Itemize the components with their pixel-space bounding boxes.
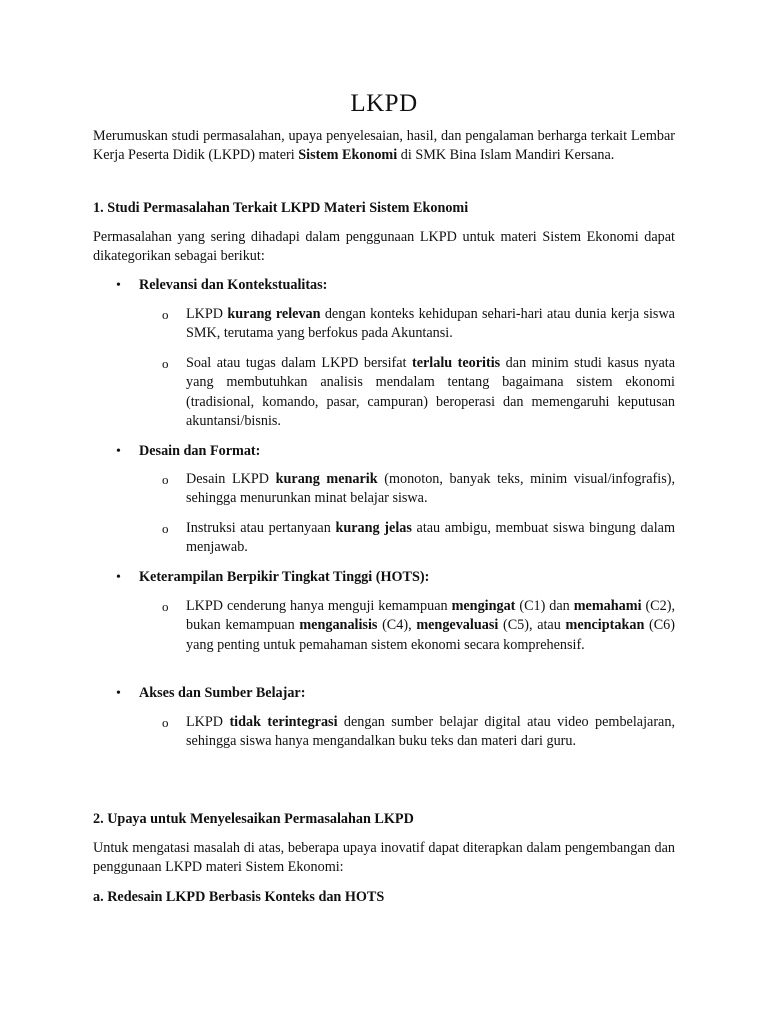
intro-paragraph: [93, 127, 675, 166]
list-item-text: Soal atau tugas dalam LKPD bersifat terlalu teoritis dan minim studi kasus nyata yang membutuhkan analisis mendalam tentang bagaimana sistem ekonomi (tradisional, komando, pasar, campuran) beroperasi dan memengaruhi keputusan akuntansi/bisnis.: [186, 355, 675, 430]
section1-heading: 1. Studi Permasalahan Terkait LKPD Materi Sistem Ekonomi: [93, 200, 469, 216]
intro-text-1: Merumuskan studi permasalahan, upaya penyelesaian, hasil, dan pengalaman berharga terkait Lembar Kerja Peserta Didik (LKPD) materi: [93, 128, 675, 164]
sub-bullet-icon: o: [162, 715, 169, 730]
bullet-label: Desain dan Format:: [139, 443, 261, 459]
list-item-text: LKPD tidak terintegrasi dengan sumber belajar digital atau video pembelajaran, sehingga siswa hanya mengandalkan buku teks dan materi dari guru.: [186, 714, 675, 750]
bullet-label: Relevansi dan Kontekstualitas:: [139, 277, 328, 293]
section1-lead: Permasalahan yang sering dihadapi dalam penggunaan LKPD untuk materi Sistem Ekonomi dapat dikategorikan sebagai berikut:: [93, 229, 675, 265]
list-item: [162, 470, 675, 509]
bullet-label: Akses dan Sumber Belajar:: [139, 685, 306, 701]
bullet-icon: •: [116, 444, 121, 459]
list-item-text: Desain LKPD kurang menarik (monoton, banyak teks, minim visual/infografis), sehingga menurunkan minat belajar siswa.: [186, 471, 675, 507]
sub-bullet-icon: o: [162, 472, 169, 487]
list-item: [162, 713, 675, 752]
list-item: [162, 597, 675, 655]
sub-bullet-icon: o: [162, 307, 169, 322]
section2-subheading: a. Redesain LKPD Berbasis Konteks dan HOTS: [93, 889, 385, 905]
list-item: [162, 519, 675, 558]
intro-bold: Sistem Ekonomi: [298, 147, 398, 164]
bullet-icon: •: [116, 686, 121, 701]
bullet-label: Keterampilan Berpikir Tingkat Tinggi (HOTS):: [139, 569, 430, 585]
intro-text-2: di SMK Bina Islam Mandiri Kersana.: [397, 147, 615, 164]
page-title: LKPD: [350, 90, 418, 117]
list-item-text: Instruksi atau pertanyaan kurang jelas atau ambigu, membuat siswa bingung dalam menjawab.: [186, 520, 676, 556]
bullet-icon: •: [116, 278, 121, 293]
list-item-text: LKPD cenderung hanya menguji kemampuan mengingat (C1) dan memahami (C2), bukan kemampuan menganalisis (C4), mengevaluasi (C5), atau menciptakan (C6) yang penting untuk pemahaman sistem ekonomi secara komprehensif.: [186, 598, 676, 653]
bullet-icon: •: [116, 570, 121, 585]
sub-bullet-icon: o: [162, 521, 169, 536]
list-item: [162, 305, 675, 344]
sub-bullet-icon: o: [162, 599, 169, 614]
sub-bullet-icon: o: [162, 356, 169, 371]
section2-heading: 2. Upaya untuk Menyelesaikan Permasalahan LKPD: [93, 811, 414, 827]
list-item: [162, 354, 675, 432]
section2-lead: Untuk mengatasi masalah di atas, beberapa upaya inovatif dapat diterapkan dalam pengembangan dan penggunaan LKPD materi Sistem Ekonomi:: [93, 840, 675, 876]
list-item-text: LKPD kurang relevan dengan konteks kehidupan sehari-hari atau dunia kerja siswa SMK, terutama yang berfokus pada Akuntansi.: [186, 306, 675, 342]
